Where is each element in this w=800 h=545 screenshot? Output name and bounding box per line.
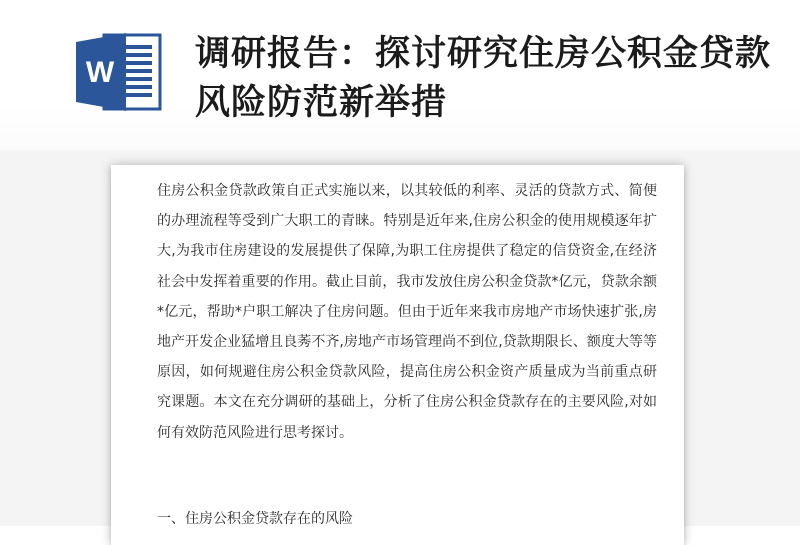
document-page <box>111 165 684 545</box>
header-banner <box>0 0 800 150</box>
word-document-icon <box>76 33 164 111</box>
body-paragraph: 住房公积金贷款政策自正式实施以来，以其较低的利率、灵活的贷款方式、简便的办理流程等受到广大职工的青睐。特别是近年来,住房公积金的使用规模逐年扩大,为我市住房建设的发展提供了保障,为职工住房提供了稳定的信贷资金,在经济社会中发挥着重要的作用。截止目前，我市发放住房公积金贷款*亿元，贷款余额*亿元，帮助*户职工解决了住房问题。但由于近年来我市房地产市场快速扩张,房地产开发企业猛增且良莠不齐,房地产市场管理尚不到位,贷款期限长、额度大等等原因，如何规避住房公积金贷款风险，提高住房公积金资产质量成为当前重点研究课题。本文在充分调研的基础上，分析了住房公积金贷款存在的主要风险,对如何有效防范风险进行思考探讨。 <box>157 183 657 441</box>
page-title: 调研报告：探讨研究住房公积金贷款风险防范新举措 <box>195 34 772 123</box>
word-icon-letter: W <box>85 56 115 89</box>
section-heading: 一、住房公积金贷款存在的风险 <box>157 511 353 527</box>
